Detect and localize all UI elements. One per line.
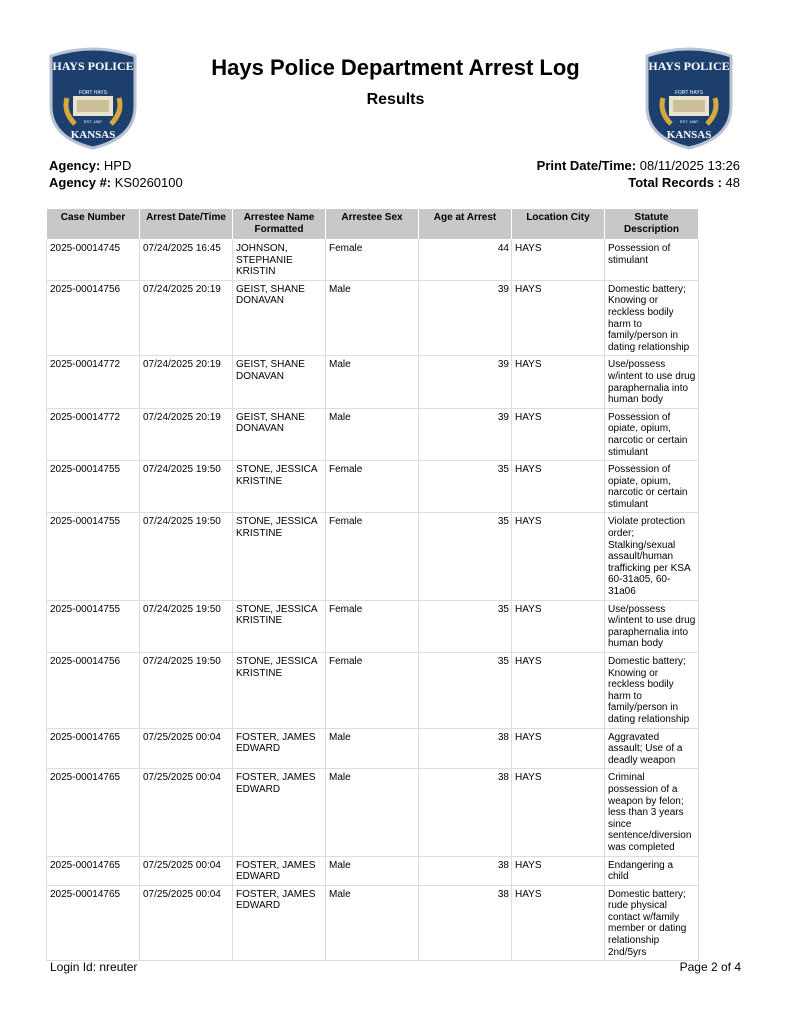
column-header: Case Number xyxy=(47,209,140,240)
age-cell: 35 xyxy=(419,513,512,600)
arrest-datetime-cell: 07/25/2025 00:04 xyxy=(140,769,233,856)
table-row xyxy=(47,356,699,408)
arrestee-sex-cell: Male xyxy=(326,280,419,356)
case-number-cell: 2025-00014765 xyxy=(47,769,140,856)
column-header: Statute Description xyxy=(605,209,699,240)
case-number-cell: 2025-00014755 xyxy=(47,513,140,600)
arrestee-sex-cell: Male xyxy=(326,728,419,769)
case-number-cell: 2025-00014756 xyxy=(47,653,140,729)
table-row xyxy=(47,769,699,856)
statute-description-cell: Criminal possession of a weapon by felon; less than 3 years since sentence/diversion was completed xyxy=(605,769,699,856)
location-city-cell: HAYS xyxy=(512,600,605,652)
badge-text-city: FORT HAYS xyxy=(674,90,704,96)
location-city-cell: HAYS xyxy=(512,856,605,885)
arrest-datetime-cell: 07/24/2025 19:50 xyxy=(140,653,233,729)
statute-description-cell: Use/possess w/intent to use drug paraphernalia into human body xyxy=(605,356,699,408)
table-row xyxy=(47,653,699,729)
arrestee-sex-cell: Male xyxy=(326,408,419,460)
age-cell: 39 xyxy=(419,280,512,356)
table-row xyxy=(47,240,699,281)
case-number-cell: 2025-00014772 xyxy=(47,408,140,460)
arrestee-name-cell: GEIST, SHANE DONAVAN xyxy=(233,280,326,356)
arrestee-name-cell: STONE, JESSICA KRISTINE xyxy=(233,513,326,600)
badge-text-bottom: KANSAS xyxy=(666,129,712,141)
arrest-datetime-cell: 07/24/2025 20:19 xyxy=(140,408,233,460)
column-header: Arrestee Sex xyxy=(326,209,419,240)
print-datetime-label: Print Date/Time: xyxy=(536,158,637,173)
arrest-log-table xyxy=(46,208,699,961)
agency-value: HPD xyxy=(103,158,132,173)
arrestee-name-cell: STONE, JESSICA KRISTINE xyxy=(233,600,326,652)
location-city-cell: HAYS xyxy=(512,408,605,460)
location-city-cell: HAYS xyxy=(512,653,605,729)
statute-description-cell: Domestic battery; Knowing or reckless bodily harm to family/person in dating relationship xyxy=(605,280,699,356)
statute-description-cell: Use/possess w/intent to use drug paraphernalia into human body xyxy=(605,600,699,652)
agency-number-label: Agency #: xyxy=(49,175,112,190)
agency-number-value: KS0260100 xyxy=(114,175,183,190)
arrestee-name-cell: FOSTER, JAMES EDWARD xyxy=(233,885,326,961)
case-number-cell: 2025-00014765 xyxy=(47,728,140,769)
table-row xyxy=(47,461,699,513)
badge-text-est: EST. 1867 xyxy=(679,119,699,124)
total-records-label: Total Records : xyxy=(628,175,722,190)
arrest-datetime-cell: 07/24/2025 20:19 xyxy=(140,280,233,356)
print-datetime-value: 08/11/2025 13:26 xyxy=(639,158,740,173)
total-records-value: 48 xyxy=(725,175,740,190)
arrestee-sex-cell: Male xyxy=(326,356,419,408)
location-city-cell: HAYS xyxy=(512,513,605,600)
page-title: Hays Police Department Arrest Log xyxy=(211,55,580,80)
arrestee-sex-cell: Male xyxy=(326,769,419,856)
arrestee-sex-cell: Female xyxy=(326,461,419,513)
arrestee-name-cell: JOHNSON, STEPHANIE KRISTIN xyxy=(233,240,326,281)
page-number: Page 2 of 4 xyxy=(679,960,741,974)
case-number-cell: 2025-00014756 xyxy=(47,280,140,356)
location-city-cell: HAYS xyxy=(512,728,605,769)
location-city-cell: HAYS xyxy=(512,280,605,356)
arrest-datetime-cell: 07/25/2025 00:04 xyxy=(140,728,233,769)
age-cell: 39 xyxy=(419,408,512,460)
age-cell: 38 xyxy=(419,856,512,885)
age-cell: 35 xyxy=(419,461,512,513)
case-number-cell: 2025-00014772 xyxy=(47,356,140,408)
age-cell: 44 xyxy=(419,240,512,281)
statute-description-cell: Endangering a child xyxy=(605,856,699,885)
location-city-cell: HAYS xyxy=(512,885,605,961)
table-row xyxy=(47,600,699,652)
table-header-row xyxy=(47,209,699,240)
statute-description-cell: Domestic battery; rude physical contact w/family member or dating relationship 2nd/5yrs xyxy=(605,885,699,961)
badge-text-city: FORT HAYS xyxy=(78,90,108,96)
case-number-cell: 2025-00014765 xyxy=(47,856,140,885)
column-header: Age at Arrest xyxy=(419,209,512,240)
statute-description-cell: Aggravated assault; Use of a deadly weapon xyxy=(605,728,699,769)
age-cell: 39 xyxy=(419,356,512,408)
age-cell: 35 xyxy=(419,600,512,652)
column-header: Arrestee Name Formatted xyxy=(233,209,326,240)
arrestee-sex-cell: Female xyxy=(326,653,419,729)
arrest-datetime-cell: 07/25/2025 00:04 xyxy=(140,885,233,961)
statute-description-cell: Possession of opiate, opium, narcotic or certain stimulant xyxy=(605,408,699,460)
arrestee-name-cell: GEIST, SHANE DONAVAN xyxy=(233,356,326,408)
arrestee-sex-cell: Female xyxy=(326,513,419,600)
arrestee-name-cell: GEIST, SHANE DONAVAN xyxy=(233,408,326,460)
arrest-datetime-cell: 07/24/2025 19:50 xyxy=(140,461,233,513)
agency-info xyxy=(49,157,183,191)
location-city-cell: HAYS xyxy=(512,769,605,856)
age-cell: 38 xyxy=(419,769,512,856)
table-row xyxy=(47,885,699,961)
print-info xyxy=(537,157,740,191)
age-cell: 35 xyxy=(419,653,512,729)
arrestee-sex-cell: Male xyxy=(326,885,419,961)
arrest-datetime-cell: 07/24/2025 19:50 xyxy=(140,513,233,600)
table-row xyxy=(47,856,699,885)
column-header: Arrest Date/Time xyxy=(140,209,233,240)
case-number-cell: 2025-00014745 xyxy=(47,240,140,281)
arrestee-sex-cell: Female xyxy=(326,600,419,652)
location-city-cell: HAYS xyxy=(512,240,605,281)
case-number-cell: 2025-00014765 xyxy=(47,885,140,961)
arrest-datetime-cell: 07/24/2025 20:19 xyxy=(140,356,233,408)
table-row xyxy=(47,280,699,356)
location-city-cell: HAYS xyxy=(512,461,605,513)
age-cell: 38 xyxy=(419,885,512,961)
location-city-cell: HAYS xyxy=(512,356,605,408)
statute-description-cell: Domestic battery; Knowing or reckless bodily harm to family/person in dating relationship xyxy=(605,653,699,729)
statute-description-cell: Possession of stimulant xyxy=(605,240,699,281)
arrest-datetime-cell: 07/24/2025 19:50 xyxy=(140,600,233,652)
arrest-datetime-cell: 07/24/2025 16:45 xyxy=(140,240,233,281)
case-number-cell: 2025-00014755 xyxy=(47,461,140,513)
arrestee-name-cell: STONE, JESSICA KRISTINE xyxy=(233,653,326,729)
age-cell: 38 xyxy=(419,728,512,769)
badge-text-top: HAYS POLICE xyxy=(52,59,134,73)
table-row xyxy=(47,513,699,600)
table-row xyxy=(47,728,699,769)
badge-text-top: HAYS POLICE xyxy=(648,59,730,73)
statute-description-cell: Violate protection order; Stalking/sexual assault/human trafficking per KSA 60-31a05, 60-31a06 xyxy=(605,513,699,600)
arrestee-name-cell: FOSTER, JAMES EDWARD xyxy=(233,856,326,885)
arrestee-sex-cell: Male xyxy=(326,856,419,885)
case-number-cell: 2025-00014755 xyxy=(47,600,140,652)
agency-label: Agency: xyxy=(49,158,101,173)
column-header: Location City xyxy=(512,209,605,240)
arrestee-name-cell: STONE, JESSICA KRISTINE xyxy=(233,461,326,513)
page-subtitle: Results xyxy=(366,91,425,108)
arrest-datetime-cell: 07/25/2025 00:04 xyxy=(140,856,233,885)
table-row xyxy=(47,408,699,460)
arrestee-name-cell: FOSTER, JAMES EDWARD xyxy=(233,769,326,856)
arrestee-sex-cell: Female xyxy=(326,240,419,281)
badge-text-est: EST. 1867 xyxy=(83,119,103,124)
arrestee-name-cell: FOSTER, JAMES EDWARD xyxy=(233,728,326,769)
badge-text-bottom: KANSAS xyxy=(70,129,116,141)
login-id: Login Id: nreuter xyxy=(50,960,138,974)
statute-description-cell: Possession of opiate, opium, narcotic or certain stimulant xyxy=(605,461,699,513)
